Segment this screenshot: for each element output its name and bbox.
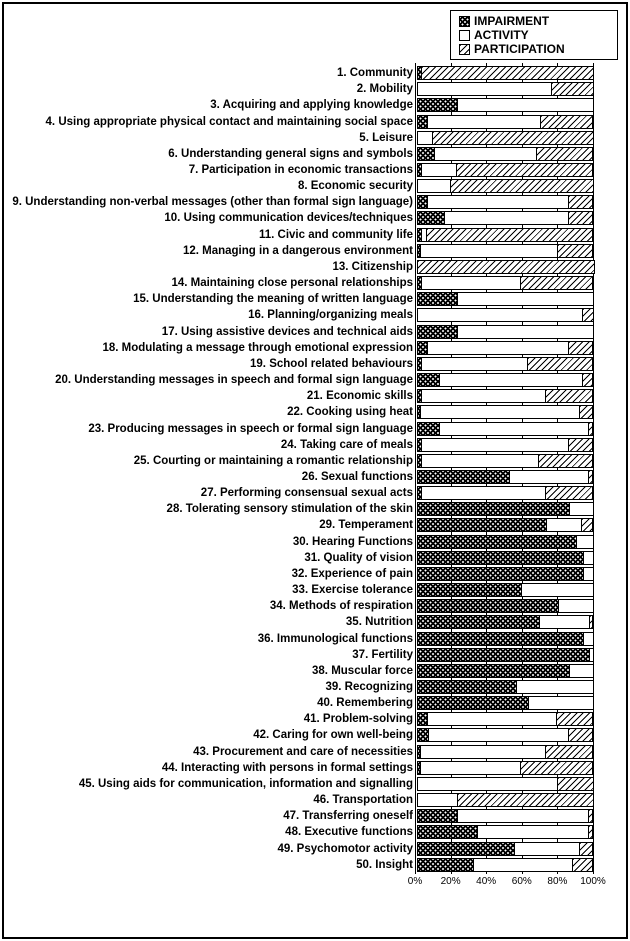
bar-segment-activity <box>457 325 594 339</box>
chart-row <box>4 275 595 291</box>
bar-track <box>417 422 595 436</box>
chart-row <box>4 210 595 226</box>
category-label: 13. Citizenship <box>332 260 413 273</box>
bar-segment-activity <box>457 809 589 823</box>
category-label: 48. Executive functions <box>285 826 413 839</box>
bar-segment-participation <box>568 211 593 225</box>
bar-segment-activity <box>576 535 594 549</box>
bar-segment-participation <box>568 195 593 209</box>
category-label: 1. Community <box>336 67 413 80</box>
category-label: 15. Understanding the meaning of written language <box>133 293 413 306</box>
bar-segment-impairment <box>417 696 529 710</box>
chart-row <box>4 453 595 469</box>
chart-row <box>4 792 595 808</box>
bar-segment-activity <box>473 858 573 872</box>
chart-row <box>4 598 595 614</box>
bar-segment-activity <box>420 745 546 759</box>
bar-segment-activity <box>569 502 594 516</box>
bar-track <box>417 632 595 646</box>
bar-segment-participation <box>432 131 594 145</box>
bar-track <box>417 712 595 726</box>
bar-segment-activity <box>420 761 521 775</box>
chart-row <box>4 550 595 566</box>
chart-row <box>4 808 595 824</box>
bar-track <box>417 341 595 355</box>
legend-entry <box>459 28 617 42</box>
bar-segment-participation <box>520 761 593 775</box>
bar-segment-participation <box>588 470 593 484</box>
chart-row <box>4 744 595 760</box>
bar-track <box>417 680 595 694</box>
bar-segment-participation <box>527 357 593 371</box>
chart-row <box>4 97 595 113</box>
bar-segment-activity <box>514 842 580 856</box>
bar-segment-participation <box>551 82 594 96</box>
bar-segment-impairment <box>417 842 515 856</box>
chart-row <box>4 711 595 727</box>
bar-segment-participation <box>540 115 593 129</box>
bar-segment-participation <box>557 244 593 258</box>
bar-track <box>417 438 595 452</box>
bar-track <box>417 470 595 484</box>
category-label: 7. Participation in economic transactions <box>188 164 413 177</box>
category-label: 36. Immunological functions <box>257 632 413 645</box>
bar-segment-activity <box>421 454 538 468</box>
bar-segment-participation <box>557 777 594 791</box>
category-label: 44. Interacting with persons in formal settings <box>161 761 413 774</box>
bar-track <box>417 405 595 419</box>
bar-track <box>417 389 595 403</box>
bar-segment-impairment <box>417 373 440 387</box>
bar-segment-participation <box>572 858 593 872</box>
bar-segment-participation <box>588 809 593 823</box>
category-label: 9. Understanding non-verbal messages (other than formal sign language) <box>12 196 413 209</box>
chart-row <box>4 857 595 873</box>
category-label: 4. Using appropriate physical contact and maintaining social space <box>45 115 413 128</box>
bar-segment-impairment <box>417 325 458 339</box>
bar-segment-participation <box>538 454 593 468</box>
category-label: 2. Mobility <box>356 83 413 96</box>
bar-segment-activity <box>421 276 521 290</box>
bar-track <box>417 211 595 225</box>
category-label: 10. Using communication devices/techniques <box>164 212 413 225</box>
chart-row <box>4 679 595 695</box>
bar-segment-participation <box>545 389 593 403</box>
chart-row <box>4 469 595 485</box>
bar-segment-activity <box>457 292 594 306</box>
chart-row <box>4 243 595 259</box>
legend-swatch-participation-icon <box>459 44 470 55</box>
bar-track <box>417 163 595 177</box>
bar-segment-participation <box>536 147 593 161</box>
category-label: 50. Insight <box>356 858 413 871</box>
chart-row <box>4 630 595 646</box>
bar-segment-impairment <box>417 648 590 662</box>
bar-segment-activity <box>546 518 582 532</box>
category-label: 39. Recognizing <box>325 681 413 694</box>
bar-segment-activity <box>457 98 594 112</box>
bar-track <box>417 98 595 112</box>
bar-segment-impairment <box>417 98 458 112</box>
category-label: 22. Cooking using heat <box>287 406 413 419</box>
bar-track <box>417 664 595 678</box>
bar-segment-participation <box>588 422 593 436</box>
bar-segment-activity <box>427 195 569 209</box>
chart-row <box>4 485 595 501</box>
bar-track <box>417 518 595 532</box>
chart-row <box>4 695 595 711</box>
bar-track <box>417 308 595 322</box>
chart-row <box>4 517 595 533</box>
bar-track <box>417 825 595 839</box>
bar-segment-activity <box>439 422 589 436</box>
bar-segment-participation <box>582 373 593 387</box>
bar-segment-activity <box>583 551 594 565</box>
chart-row <box>4 227 595 243</box>
category-label: 38. Muscular force <box>312 664 413 677</box>
bar-segment-impairment <box>417 211 445 225</box>
legend-label: ACTIVITY <box>474 28 529 42</box>
bar-track <box>417 502 595 516</box>
bar-segment-activity <box>417 777 558 791</box>
bar-track <box>417 567 595 581</box>
category-label: 20. Understanding messages in speech and formal sign language <box>55 374 413 387</box>
category-label: 34. Methods of respiration <box>269 600 413 613</box>
legend-swatch-impairment-icon <box>459 16 470 27</box>
bar-segment-participation <box>568 341 593 355</box>
bar-segment-activity <box>583 632 594 646</box>
category-label: 31. Quality of vision <box>304 551 413 564</box>
bar-track <box>417 858 595 872</box>
category-label: 14. Maintaining close personal relationships <box>171 277 413 290</box>
bar-segment-activity <box>434 147 537 161</box>
chart-row <box>4 81 595 97</box>
category-label: 49. Psychomotor activity <box>277 842 413 855</box>
category-label: 41. Problem-solving <box>303 713 413 726</box>
bar-segment-participation <box>568 438 593 452</box>
chart-row <box>4 534 595 550</box>
bar-segment-activity <box>421 163 457 177</box>
category-label: 33. Exercise tolerance <box>292 584 413 597</box>
bar-track <box>417 696 595 710</box>
bar-segment-impairment <box>417 599 559 613</box>
category-label: 26. Sexual functions <box>301 470 413 483</box>
chart-row <box>4 194 595 210</box>
bar-track <box>417 728 595 742</box>
x-tick-label: 80% <box>547 876 568 887</box>
bar-segment-impairment <box>417 470 510 484</box>
bar-segment-impairment <box>417 858 474 872</box>
bar-segment-participation <box>421 66 594 80</box>
bar-track <box>417 292 595 306</box>
chart-row <box>4 307 595 323</box>
bar-segment-impairment <box>417 518 547 532</box>
legend-entry <box>459 42 617 56</box>
bar-track <box>417 228 595 242</box>
chart-row <box>4 259 595 275</box>
chart-row <box>4 340 595 356</box>
bar-track <box>417 535 595 549</box>
category-label: 28. Tolerating sensory stimulation of the skin <box>166 503 413 516</box>
chart-row <box>4 178 595 194</box>
bar-track <box>417 615 595 629</box>
bar-track <box>417 260 595 274</box>
bar-track <box>417 82 595 96</box>
bar-track <box>417 131 595 145</box>
chart-row <box>4 65 595 81</box>
bar-segment-activity <box>417 308 583 322</box>
category-label: 43. Procurement and care of necessities <box>193 745 413 758</box>
x-tick-label: 20% <box>440 876 461 887</box>
bar-track <box>417 373 595 387</box>
bar-segment-activity <box>421 486 546 500</box>
bar-segment-activity <box>421 438 569 452</box>
bar-segment-activity <box>421 389 546 403</box>
bar-track <box>417 244 595 258</box>
bar-track <box>417 486 595 500</box>
bar-segment-activity <box>421 357 528 371</box>
chart-row <box>4 727 595 743</box>
bar-segment-impairment <box>417 147 435 161</box>
bar-track <box>417 809 595 823</box>
category-label: 47. Transferring oneself <box>283 810 413 823</box>
bar-segment-impairment <box>417 551 584 565</box>
bar-segment-participation <box>579 405 593 419</box>
bar-segment-impairment <box>417 632 584 646</box>
bar-segment-activity <box>417 131 433 145</box>
bar-segment-participation <box>426 228 593 242</box>
bar-segment-activity <box>427 712 557 726</box>
chart-row <box>4 437 595 453</box>
chart-row <box>4 291 595 307</box>
category-label: 30. Hearing Functions <box>292 535 413 548</box>
bar-segment-participation <box>556 712 593 726</box>
category-label: 6. Understanding general signs and symbols <box>168 147 413 160</box>
bar-segment-activity <box>516 680 594 694</box>
bar-segment-impairment <box>417 825 478 839</box>
bar-segment-activity <box>417 82 552 96</box>
category-label: 12. Managing in a dangerous environment <box>182 244 413 257</box>
bar-segment-activity <box>539 615 591 629</box>
x-tick-label: 40% <box>476 876 497 887</box>
bar-track <box>417 454 595 468</box>
bar-track <box>417 745 595 759</box>
bar-segment-impairment <box>417 502 570 516</box>
legend-label: IMPAIRMENT <box>474 14 550 28</box>
bar-segment-participation <box>545 486 593 500</box>
category-label: 45. Using aids for communication, information and signalling <box>78 777 413 790</box>
chart-row <box>4 647 595 663</box>
bar-track <box>417 842 595 856</box>
category-label: 46. Transportation <box>313 794 413 807</box>
chart-row <box>4 404 595 420</box>
bar-segment-impairment <box>417 567 584 581</box>
bar-segment-participation <box>520 276 593 290</box>
bar-segment-impairment <box>417 535 577 549</box>
bar-segment-activity <box>528 696 594 710</box>
x-axis-tick-labels <box>407 876 606 890</box>
bar-track <box>417 793 595 807</box>
bar-segment-impairment <box>417 809 458 823</box>
legend-label: PARTICIPATION <box>474 42 565 56</box>
x-tick-label: 60% <box>511 876 532 887</box>
bar-segment-activity <box>589 648 594 662</box>
bar-track <box>417 147 595 161</box>
bar-segment-participation <box>450 179 594 193</box>
category-label: 40. Remembering <box>317 697 413 710</box>
bar-track <box>417 583 595 597</box>
category-label: 27. Performing consensual sexual acts <box>200 487 413 500</box>
chart-row <box>4 614 595 630</box>
bar-segment-activity <box>569 664 594 678</box>
bar-segment-participation <box>588 825 593 839</box>
bar-track <box>417 599 595 613</box>
bar-segment-impairment <box>417 583 522 597</box>
chart-row <box>4 146 595 162</box>
chart-row <box>4 113 595 129</box>
category-label: 24. Taking care of meals <box>280 438 413 451</box>
bar-segment-activity <box>428 728 569 742</box>
bar-segment-participation <box>545 745 593 759</box>
chart-row <box>4 776 595 792</box>
bar-segment-impairment <box>417 664 570 678</box>
chart-rows <box>4 65 595 873</box>
x-tick-label: 100% <box>580 876 606 887</box>
bar-segment-activity <box>583 567 594 581</box>
chart-row <box>4 372 595 388</box>
bar-segment-activity <box>509 470 589 484</box>
bar-track <box>417 761 595 775</box>
bar-track <box>417 115 595 129</box>
chart-row <box>4 356 595 372</box>
legend-entry <box>459 14 617 28</box>
bar-segment-participation <box>417 260 595 274</box>
bar-segment-participation <box>456 163 593 177</box>
category-label: 37. Fertility <box>352 648 413 661</box>
chart-row <box>4 841 595 857</box>
bar-segment-activity <box>558 599 594 613</box>
bar-track <box>417 325 595 339</box>
bar-track <box>417 777 595 791</box>
bar-segment-impairment <box>417 422 440 436</box>
legend-box <box>450 10 618 60</box>
bar-track <box>417 179 595 193</box>
chart-row <box>4 501 595 517</box>
bar-segment-activity <box>521 583 594 597</box>
category-label: 25. Courting or maintaining a romantic relationship <box>133 454 413 467</box>
category-label: 16. Planning/organizing meals <box>248 309 413 322</box>
legend-swatch-activity-icon <box>459 30 470 41</box>
bar-track <box>417 648 595 662</box>
bar-segment-participation <box>582 308 594 322</box>
chart-row <box>4 824 595 840</box>
bar-track <box>417 276 595 290</box>
bar-segment-impairment <box>417 680 517 694</box>
category-label: 21. Economic skills <box>306 390 413 403</box>
chart-row <box>4 663 595 679</box>
bar-segment-impairment <box>417 615 540 629</box>
category-label: 19. School related behaviours <box>250 357 413 370</box>
bar-segment-activity <box>420 405 580 419</box>
chart-row <box>4 162 595 178</box>
category-label: 8. Economic security <box>297 180 413 193</box>
chart-row <box>4 420 595 436</box>
x-tick-label: 0% <box>407 876 423 887</box>
chart-row <box>4 566 595 582</box>
bar-segment-participation <box>457 793 594 807</box>
category-label: 18. Modulating a message through emotional expression <box>102 341 413 354</box>
bar-segment-activity <box>427 115 541 129</box>
bar-track <box>417 357 595 371</box>
bar-segment-participation <box>579 842 593 856</box>
bar-segment-activity <box>444 211 569 225</box>
bar-segment-impairment <box>417 292 458 306</box>
category-label: 3. Acquiring and applying knowledge <box>210 99 413 112</box>
bar-track <box>417 195 595 209</box>
bar-segment-activity <box>420 244 559 258</box>
category-label: 17. Using assistive devices and technical aids <box>161 325 413 338</box>
bar-track <box>417 551 595 565</box>
bar-segment-activity <box>439 373 583 387</box>
chart-row <box>4 582 595 598</box>
bar-segment-participation <box>581 518 593 532</box>
bar-track <box>417 66 595 80</box>
category-label: 5. Leisure <box>359 131 413 144</box>
chart-row <box>4 130 595 146</box>
category-label: 29. Temperament <box>319 519 413 532</box>
chart-row <box>4 324 595 340</box>
category-label: 35. Nutrition <box>345 616 413 629</box>
bar-segment-activity <box>427 341 569 355</box>
bar-segment-participation <box>589 615 593 629</box>
category-label: 11. Civic and community life <box>258 228 413 241</box>
category-label: 23. Producing messages in speech or formal sign language <box>88 422 413 435</box>
bar-segment-activity <box>417 179 451 193</box>
category-label: 32. Experience of pain <box>291 567 413 580</box>
bar-segment-activity <box>477 825 589 839</box>
bar-segment-activity <box>417 793 458 807</box>
bar-segment-participation <box>568 728 593 742</box>
category-label: 42. Caring for own well-being <box>253 729 413 742</box>
chart-row <box>4 388 595 404</box>
chart-row <box>4 760 595 776</box>
